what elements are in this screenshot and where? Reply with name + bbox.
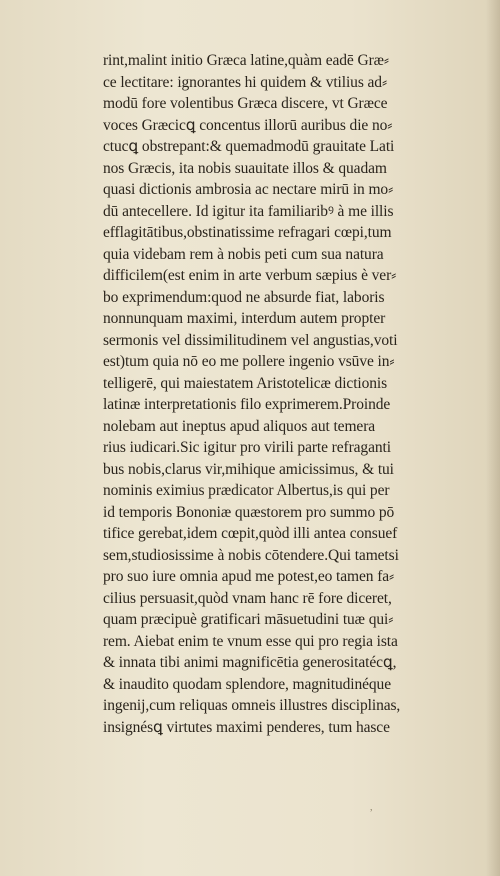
text-line: & innata tibi animi magnificētia generositatécꝗ,	[103, 654, 397, 671]
text-line: nos Græcis, ita nobis suauitate illos & quadam	[103, 159, 387, 177]
page-edge-shadow	[486, 0, 500, 876]
printer-mark: ,	[370, 802, 373, 813]
text-line: difficilem(est enim in arte verbum sæpius è ver⸗	[103, 267, 397, 284]
text-line: & inaudito quodam splendore, magnitudinéque	[103, 675, 391, 693]
text-line: bo exprimendum:quod ne absurde fiat, laboris	[103, 288, 385, 306]
text-line: est)tum quia nō eo me pollere ingenio vsūve in⸗	[103, 353, 395, 370]
text-line: nolebam aut ineptus apud aliquos aut temera	[103, 417, 376, 435]
text-line: pro suo iure omnia apud me potest,eo tamen fa⸗	[103, 568, 395, 585]
text-line: sem,studiosissime à nobis cōtendere.Qui tametsi	[103, 546, 399, 564]
text-line: nonnunquam maximi, interdum autem propter	[103, 310, 386, 327]
text-line: efflagitātibus,obstinatissime refragari cœpi,tum	[103, 224, 392, 241]
text-line: quasi dictionis ambrosia ac nectare mirū in mo⸗	[103, 181, 394, 198]
text-line: rem. Aiebat enim te vnum esse qui pro regia ista	[103, 632, 398, 650]
text-line: sermonis vel dissimilitudinem vel angustias,voti	[103, 331, 398, 349]
text-line: quam præcipuè gratificari māsuetudini tuæ qui⸗	[103, 611, 394, 628]
text-line: insignésꝗ virtutes maximi penderes, tum hasce	[103, 718, 390, 736]
text-line: tifice gerebat,idem cœpit,quòd illi antea consuef	[103, 525, 398, 542]
text-line: rint,malint initio Græca latine,quàm eadē Græ⸗	[103, 52, 389, 69]
text-line: ce lectitare: ignorantes hi quidem & vtilius ad⸗	[103, 73, 388, 91]
text-line: nominis eximius prædicator Albertus,is qui per	[103, 482, 390, 499]
text-line: ingenij,cum reliquas omneis illustres disciplinas,	[103, 697, 401, 714]
text-line: cilius persuasit,quòd vnam hanc rē fore diceret,	[103, 589, 392, 607]
text-line: bus nobis,clarus vir,mihique amicissimus, & tui	[103, 460, 394, 478]
text-line: quia videbam rem à nobis peti cum sua natura	[103, 245, 384, 263]
text-line: voces Græcicꝗ concentus illorū auribus die no⸗	[103, 116, 393, 134]
text-line: latinæ interpretationis filo exprimerem.Proinde	[103, 396, 391, 413]
text-line: rius iudicari.Sic igitur pro virili parte refraganti	[103, 439, 391, 456]
text-line: telligerē, qui maiestatem Aristotelicæ dictionis	[103, 374, 388, 392]
text-line: ctucꝗ obstrepant:& quemadmodū grauitate Lati	[103, 138, 395, 155]
text-line: id temporis Bononiæ quæstorem pro summo pō	[103, 503, 395, 521]
text-line: modū fore volentibus Græca discere, vt Græce	[103, 95, 388, 112]
text-line: dū antecellere. Id igitur ita familiaribꝰ à me illis	[103, 202, 394, 220]
body-text	[103, 50, 473, 738]
